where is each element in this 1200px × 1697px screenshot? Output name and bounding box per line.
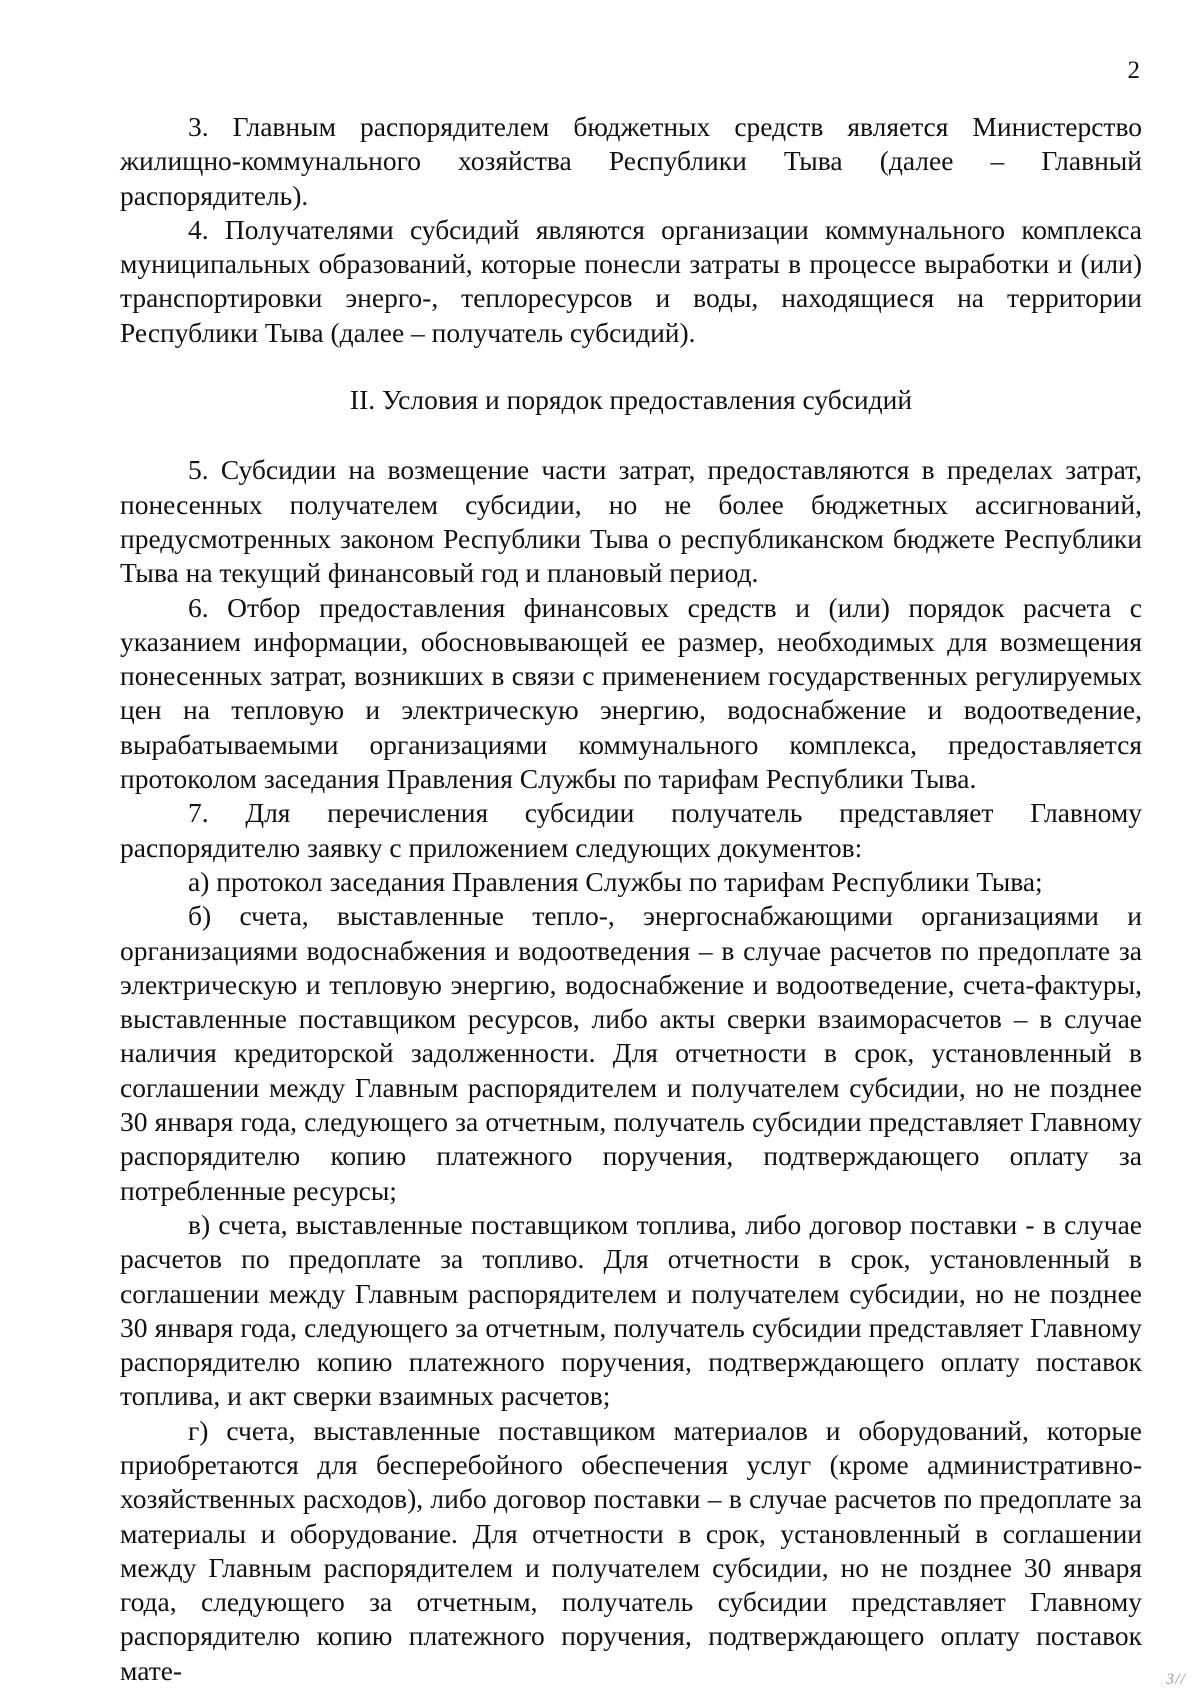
- list-item-b: б) счета, выставленные тепло-, энергоснабжающими организациями и организациями водоснабжения и водоотведения – в случае расчетов по предоплате за электрическую и тепловую энергию, водоснабжение и водоотведение, счета-фактуры, выставленные поставщиком ресурсов, либо акты сверки взаиморасчетов – в случае наличия кредиторской задолженности. Для отчетности в срок, установленный в соглашении между Главным распорядителем и получателем субсидии, но не позднее 30 января года, следующего за отчетным, получатель субсидии представляет Главному распорядителю копию платежного поручения, подтверждающего оплату за потребленные ресурсы;: [120, 900, 1142, 1206]
- paragraph-4: 4. Получателями субсидий являются организации коммунального комплекса муниципальных образований, которые понесли затраты в процессе выработки и (или) транспортировки энерго-, теплоресурсов и воды, находящиеся на территории Республики Тыва (далее – получатель субсидий).: [120, 213, 1142, 348]
- paragraph-6: 6. Отбор предоставления финансовых средств и (или) порядок расчета с указанием информации, обосновывающей ее размер, необходимых для возмещения понесенных затрат, возникших в связи с применением государственных регулируемых цен на тепловую и электрическую энергию, водоснабжение и водоотведение, вырабатываемыми организациями коммунального комплекса, предоставляется протоколом заседания Правления Службы по тарифам Республики Тыва.: [120, 591, 1142, 795]
- paragraph-3: 3. Главным распорядителем бюджетных средств является Министерство жилищно-коммунального хозяйства Республики Тыва (далее – Главный распорядитель).: [120, 111, 1142, 211]
- list-item-g: г) счета, выставленные поставщиком материалов и оборудований, которые приобретаются для бесперебойного обеспечения услуг (кроме административно-хозяйственных расходов), либо договор поставки – в случае расчетов по предоплате за материалы и оборудование. Для отчетности в срок, установленный в соглашении между Главным распорядителем и получателем субсидии, но не позднее 30 января года, следующего за отчетным, получатель субсидии представляет Главному распорядителю копию платежного поручения, подтверждающего оплату поставок мате-: [120, 1414, 1142, 1686]
- section-heading: II. Условия и порядок предоставления субсидий: [349, 384, 913, 416]
- corner-mark: 3//: [1166, 1671, 1186, 1688]
- paragraph-7: 7. Для перечисления субсидии получатель представляет Главному распорядителю заявку с приложением следующих документов:: [120, 797, 1142, 863]
- list-item-v: в) счета, выставленные поставщиком топлива, либо договор поставки - в случае расчетов по предоплате за топливо. Для отчетности в срок, установленный в соглашении между Главным распорядителем и получателем субсидии, но не позднее 30 января года, следующего за отчетным, получатель субсидии представляет Главному распорядителю копию платежного поручения, подтверждающего оплату поставок топлива, и акт сверки взаимных расчетов;: [120, 1208, 1142, 1412]
- document-body: [120, 110, 1142, 1688]
- list-item-a: а) протокол заседания Правления Службы по тарифам Республики Тыва;: [188, 865, 1043, 897]
- page-number: 2: [1127, 57, 1140, 84]
- paragraph-5: 5. Субсидии на возмещение части затрат, предоставляются в пределах затрат, понесенных получателем субсидии, но не более бюджетных ассигнований, предусмотренных законом Республики Тыва о республиканском бюджете Республики Тыва на текущий финансовый год и плановый период.: [120, 454, 1142, 589]
